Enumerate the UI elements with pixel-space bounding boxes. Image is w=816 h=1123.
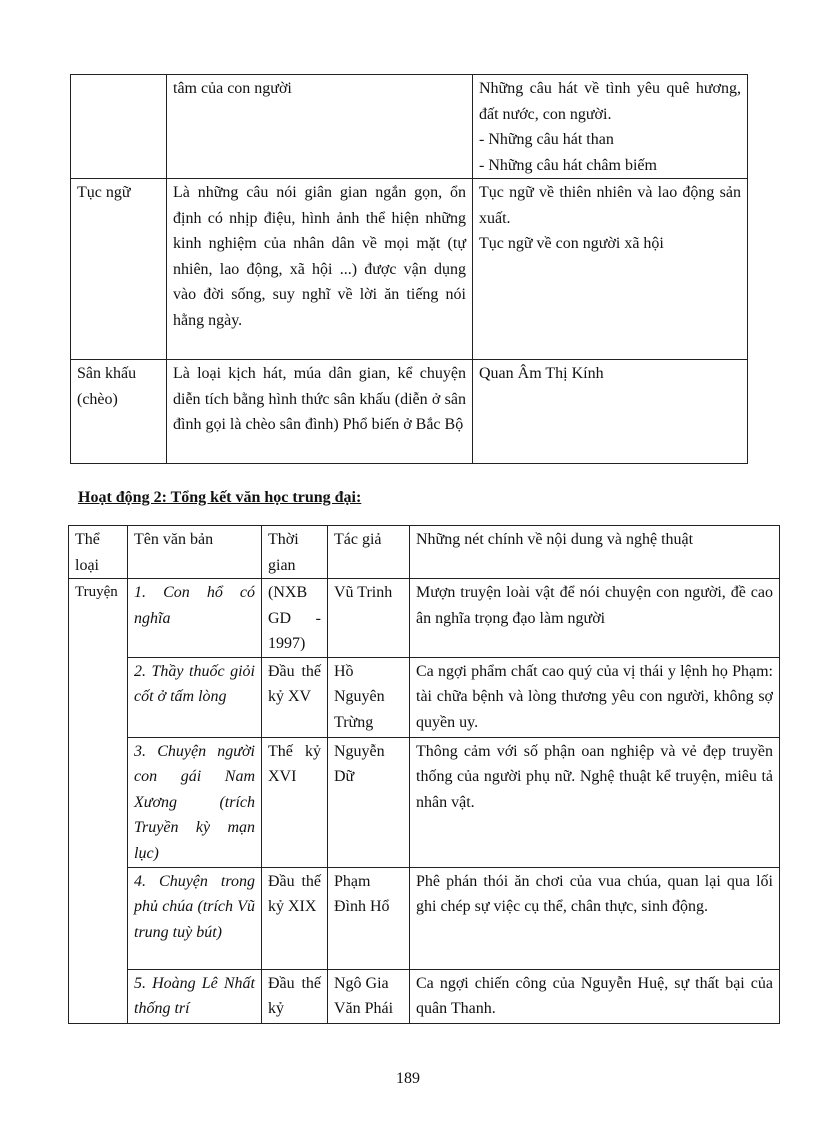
table-row [69, 867, 780, 969]
header-content: Những nét chính về nội dung và nghệ thuật [410, 526, 780, 579]
content-cell: Ca ngợi chiến công của Nguyễn Huệ, sự thất bại của quân Thanh. [410, 969, 780, 1023]
definition-cell: Là những câu nói giân gian ngắn gọn, ổn định có nhịp điệu, hình ảnh thể hiện những kinh nghiệm của nhân dân về mọi mặt (tự nhiên, lao động, xã hội ...) được vận dụng vào đời sống, suy nghĩ về lời ăn tiếng nói hằng ngày. [167, 179, 473, 360]
header-title: Tên văn bản [128, 526, 262, 579]
content-cell: Thông cảm với số phận oan nghiệp và vẻ đẹp truyền thống của người phụ nữ. Nghệ thuật kể truyện, miêu tả nhân vật. [410, 737, 780, 867]
table-row [69, 657, 780, 737]
time-cell: Đầu thế kỷ XV [262, 657, 328, 737]
table-row [69, 737, 780, 867]
example-line: - Những câu hát châm biếm [479, 156, 657, 174]
title-cell: 4. Chuyện trong phủ chúa (trích Vũ trung tuỳ bút) [128, 867, 262, 969]
page-number: 189 [396, 1070, 420, 1087]
example-line: - Những câu hát than [479, 131, 614, 148]
author-cell: Nguyễn Dữ [328, 737, 410, 867]
author-cell: Phạm Đình Hổ [328, 867, 410, 969]
title-cell: 3. Chuyện người con gái Nam Xương (trích Truyền kỳ mạn lục) [128, 737, 262, 867]
table-header-row [69, 526, 780, 579]
content-cell: Phê phán thói ăn chơi của vua chúa, quan lại qua lối ghi chép sự việc cụ thể, chân thực, sinh động. [410, 867, 780, 969]
example-line: Tục ngữ về con người xã hội [479, 235, 664, 252]
time-cell: Đầu thế kỷ XIX [262, 867, 328, 969]
example-line: Tục ngữ về thiên nhiên và lao động sản xuất. [479, 184, 741, 227]
example-line: Quan Âm Thị Kính [479, 365, 604, 382]
genre-cell: Sân khấu (chèo) [71, 360, 167, 464]
example-line: Những câu hát về tình yêu quê hương, đất nước, con người. [479, 80, 741, 123]
folk-literature-table [70, 74, 748, 464]
medieval-literature-table [68, 525, 780, 1024]
genre-cell [71, 75, 167, 179]
title-cell: 5. Hoàng Lê Nhất thống trí [128, 969, 262, 1023]
table-row [71, 360, 748, 464]
author-cell: Ngô Gia Văn Phái [328, 969, 410, 1023]
header-genre: Thể loại [69, 526, 128, 579]
examples-cell [473, 75, 748, 179]
table-row [71, 75, 748, 179]
examples-cell [473, 179, 748, 360]
definition-cell: tâm của con người [167, 75, 473, 179]
header-author: Tác giả [328, 526, 410, 579]
genre-cell: Truyện [69, 579, 128, 1024]
header-time: Thời gian [262, 526, 328, 579]
table-row [69, 579, 780, 658]
title-cell: 2. Thầy thuốc giỏi cốt ở tấm lòng [128, 657, 262, 737]
table-row [71, 179, 748, 360]
time-cell: Thế kỷ XVI [262, 737, 328, 867]
content-cell: Ca ngợi phẩm chất cao quý của vị thái y lệnh họ Phạm: tài chữa bệnh và lòng thương yêu con người, không sợ quyền uy. [410, 657, 780, 737]
author-cell: Hồ Nguyên Trừng [328, 657, 410, 737]
section-heading: Hoạt động 2: Tổng kết văn học trung đại: [78, 489, 362, 506]
table-row [69, 969, 780, 1023]
author-cell: Vũ Trinh [328, 579, 410, 658]
time-cell: Đầu thế kỷ [262, 969, 328, 1023]
genre-cell: Tục ngữ [71, 179, 167, 360]
content-cell: Mượn truyện loài vật để nói chuyện con người, đề cao ân nghĩa trọng đạo làm người [410, 579, 780, 658]
title-cell: 1. Con hổ có nghĩa [128, 579, 262, 658]
definition-cell: Là loại kịch hát, múa dân gian, kể chuyện diễn tích bằng hình thức sân khấu (diễn ở sân đình gọi là chèo sân đình) Phổ biến ở Bắc Bộ [167, 360, 473, 464]
examples-cell [473, 360, 748, 464]
time-cell: (NXB GD - 1997) [262, 579, 328, 658]
